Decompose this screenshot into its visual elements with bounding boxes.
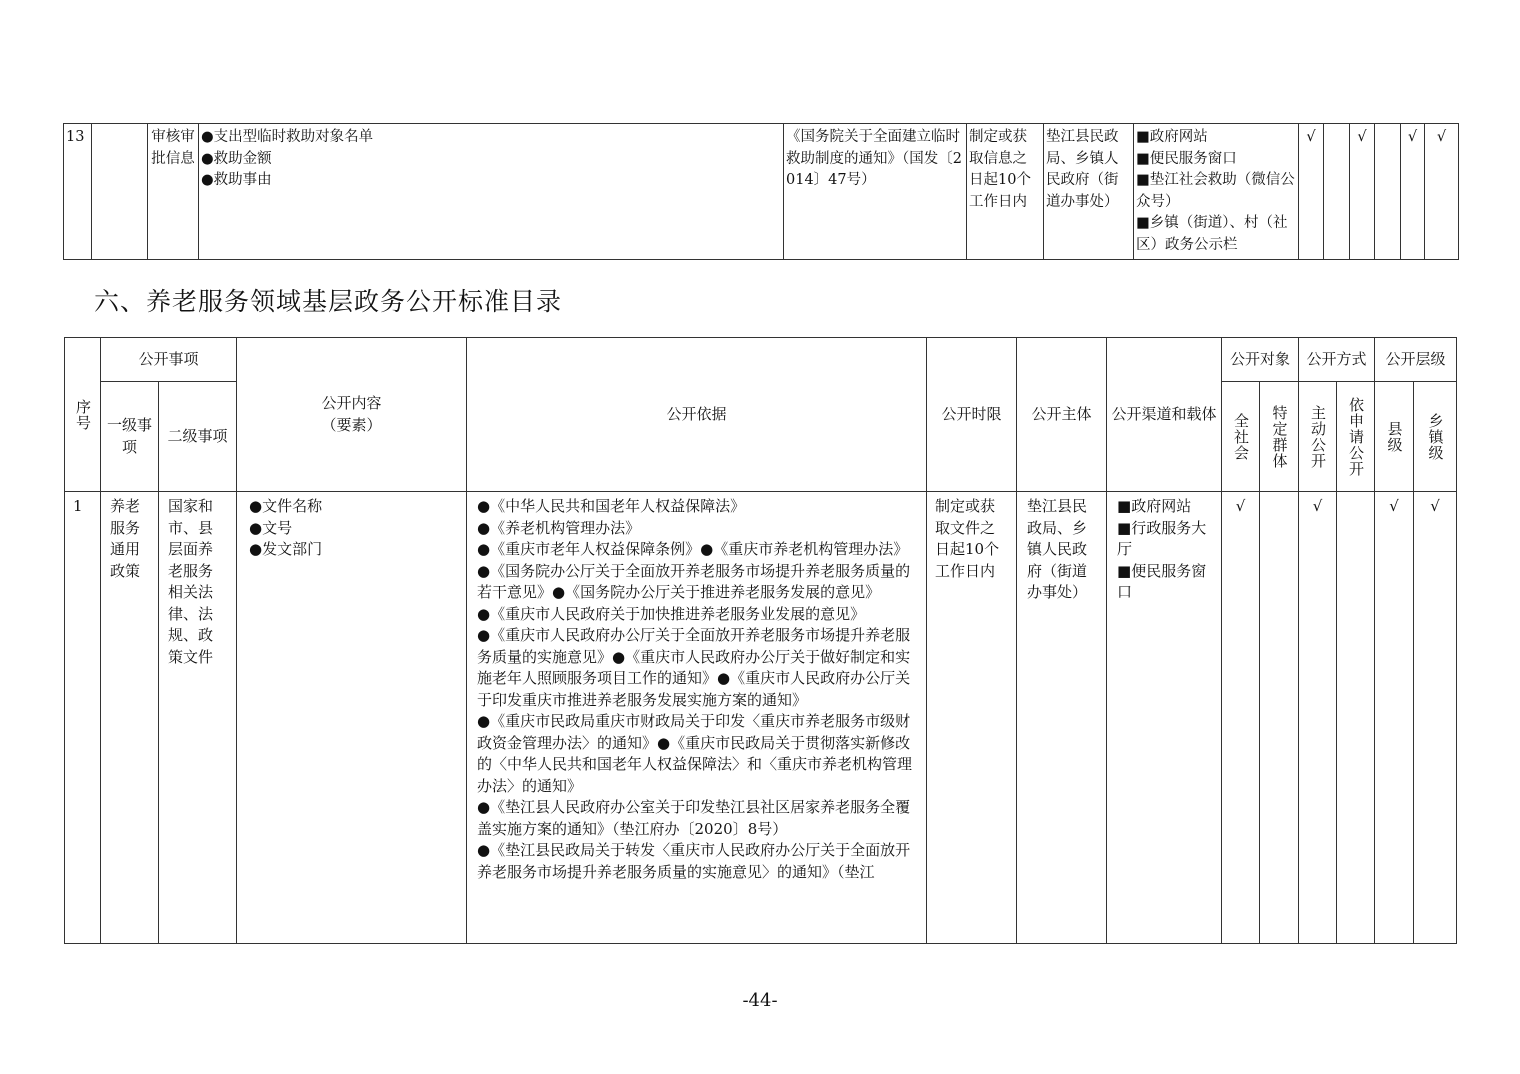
- content-item: ●救助金额: [201, 150, 272, 167]
- table-row: [65, 492, 1457, 944]
- header-time-limit: 公开时限: [927, 338, 1017, 492]
- row13-subject: 垫江县民政局、乡镇人民政府（街道办事处）: [1044, 124, 1134, 260]
- basis-item: ●《重庆市老年人权益保障条例》●《重庆市养老机构管理办法》: [477, 540, 909, 558]
- header-subject: 公开主体: [1017, 338, 1107, 492]
- header-seq: 序号: [65, 338, 101, 492]
- header-target-all: 全社会: [1222, 382, 1260, 492]
- row1-level2: 国家和市、县层面养老服务相关法律、法规、政策文件: [159, 492, 237, 944]
- basis-item: ●《重庆市人民政府办公厅关于全面放开养老服务市场提升养老服务质量的实施意见》●《重庆市人民政府办公厅关于做好制定和实施老年人照顾服务项目工作的通知》●《重庆市人民政府办公厅关于印发重庆市推进养老服务发展实施方案的通知》: [477, 626, 911, 709]
- basis-item: ●《重庆市民政局重庆市财政局关于印发〈重庆市养老服务市级财政资金管理办法〉的通知》●《重庆市民政局关于贯彻落实新修改的〈中华人民共和国老年人权益保障法〉和〈重庆市养老机构管理办法〉的通知》: [477, 712, 913, 795]
- basis-item: ●《垫江县民政局关于转发〈重庆市人民政府办公厅关于全面放开养老服务市场提升养老服务质量的实施意见〉的通知》（垫江: [477, 841, 911, 881]
- check-mark: √: [1299, 492, 1337, 944]
- standard-catalog-table: [64, 337, 1457, 944]
- channel-item: ■便民服务窗口: [1117, 561, 1207, 601]
- table-header-row: [65, 338, 1457, 382]
- header-level: 公开层级: [1375, 338, 1457, 382]
- row1-basis: [467, 492, 927, 944]
- header-content: [237, 338, 467, 492]
- channel-item: ■行政服务大厅: [1117, 518, 1207, 558]
- check-mark: √: [1414, 492, 1457, 944]
- check-mark: √: [1375, 492, 1414, 944]
- row13-level1: [92, 124, 148, 260]
- header-method: 公开方式: [1299, 338, 1375, 382]
- header-level2: 二级事项: [159, 382, 237, 492]
- header-basis: 公开依据: [467, 338, 927, 492]
- row1-time-limit: 制定或获取文件之日起10个工作日内: [927, 492, 1017, 944]
- header-method-active: 主动公开: [1299, 382, 1337, 492]
- check-mark: √: [1299, 124, 1324, 260]
- table-continued-row: [63, 123, 1459, 260]
- row13-level2: 审核审批信息: [148, 124, 199, 260]
- header-level-county: 县级: [1375, 382, 1414, 492]
- row1-seq: 1: [65, 492, 101, 944]
- row13-content: [199, 124, 784, 260]
- header-content-label: 公开内容: [321, 394, 382, 412]
- page-number: -44-: [742, 990, 778, 1011]
- section-title: 六、养老服务领域基层政务公开标准目录: [94, 287, 563, 316]
- row1-content: [237, 492, 467, 944]
- check-mark: [1337, 492, 1375, 944]
- basis-item: ●《国务院办公厅关于全面放开养老服务市场提升养老服务质量的若干意见》●《国务院办公厅关于推进养老服务发展的意见》: [477, 561, 911, 601]
- check-mark: [1324, 124, 1350, 260]
- header-level1: 一级事项: [101, 382, 159, 492]
- basis-item: ●《垫江县人民政府办公室关于印发垫江县社区居家养老服务全覆盖实施方案的通知》（垫江府办〔2020〕8号）: [477, 798, 911, 838]
- content-item: ●救助事由: [201, 172, 272, 188]
- check-mark: √: [1401, 124, 1425, 260]
- header-method-apply: 依申请公开: [1337, 382, 1375, 492]
- row1-subject: 垫江县民政局、乡镇人民政府（街道办事处）: [1017, 492, 1107, 944]
- header-channel: 公开渠道和载体: [1107, 338, 1222, 492]
- check-mark: [1260, 492, 1299, 944]
- basis-item: ●《养老机构管理办法》: [477, 518, 641, 537]
- content-item: ●文号: [249, 518, 293, 537]
- channel-item: ■乡镇（街道）、村（社区）政务公示栏: [1136, 215, 1288, 253]
- row1-channels: [1107, 492, 1222, 944]
- basis-item: ●《中华人民共和国老年人权益保障法》: [477, 497, 746, 515]
- table-row: [64, 124, 1459, 260]
- channel-item: ■便民服务窗口: [1136, 150, 1237, 167]
- content-item: ●文件名称: [249, 497, 323, 515]
- header-target-specific: 特定群体: [1260, 382, 1299, 492]
- row13-seq: 13: [64, 124, 92, 260]
- channel-item: ■政府网站: [1136, 129, 1208, 145]
- header-level-town: 乡镇级: [1414, 382, 1457, 492]
- row13-channels: [1134, 124, 1299, 260]
- check-mark: [1375, 124, 1401, 260]
- check-mark: √: [1350, 124, 1375, 260]
- row13-time-limit: 制定或获取信息之日起10个工作日内: [967, 124, 1044, 260]
- header-content-sub: （要素）: [321, 415, 382, 434]
- check-mark: √: [1222, 492, 1260, 944]
- channel-item: ■垫江社会救助（微信公众号）: [1136, 172, 1295, 210]
- content-item: ●发文部门: [249, 540, 323, 558]
- row1-level1: 养老服务通用政策: [101, 492, 159, 944]
- check-mark: √: [1425, 124, 1459, 260]
- content-item: ●支出型临时救助对象名单: [201, 129, 374, 145]
- row13-basis: 《国务院关于全面建立临时救助制度的通知》（国发〔2014〕47号）: [784, 124, 967, 260]
- header-items: 公开事项: [101, 338, 237, 382]
- basis-item: ●《重庆市人民政府关于加快推进养老服务业发展的意见》: [477, 604, 866, 623]
- channel-item: ■政府网站: [1117, 497, 1192, 515]
- header-target: 公开对象: [1222, 338, 1299, 382]
